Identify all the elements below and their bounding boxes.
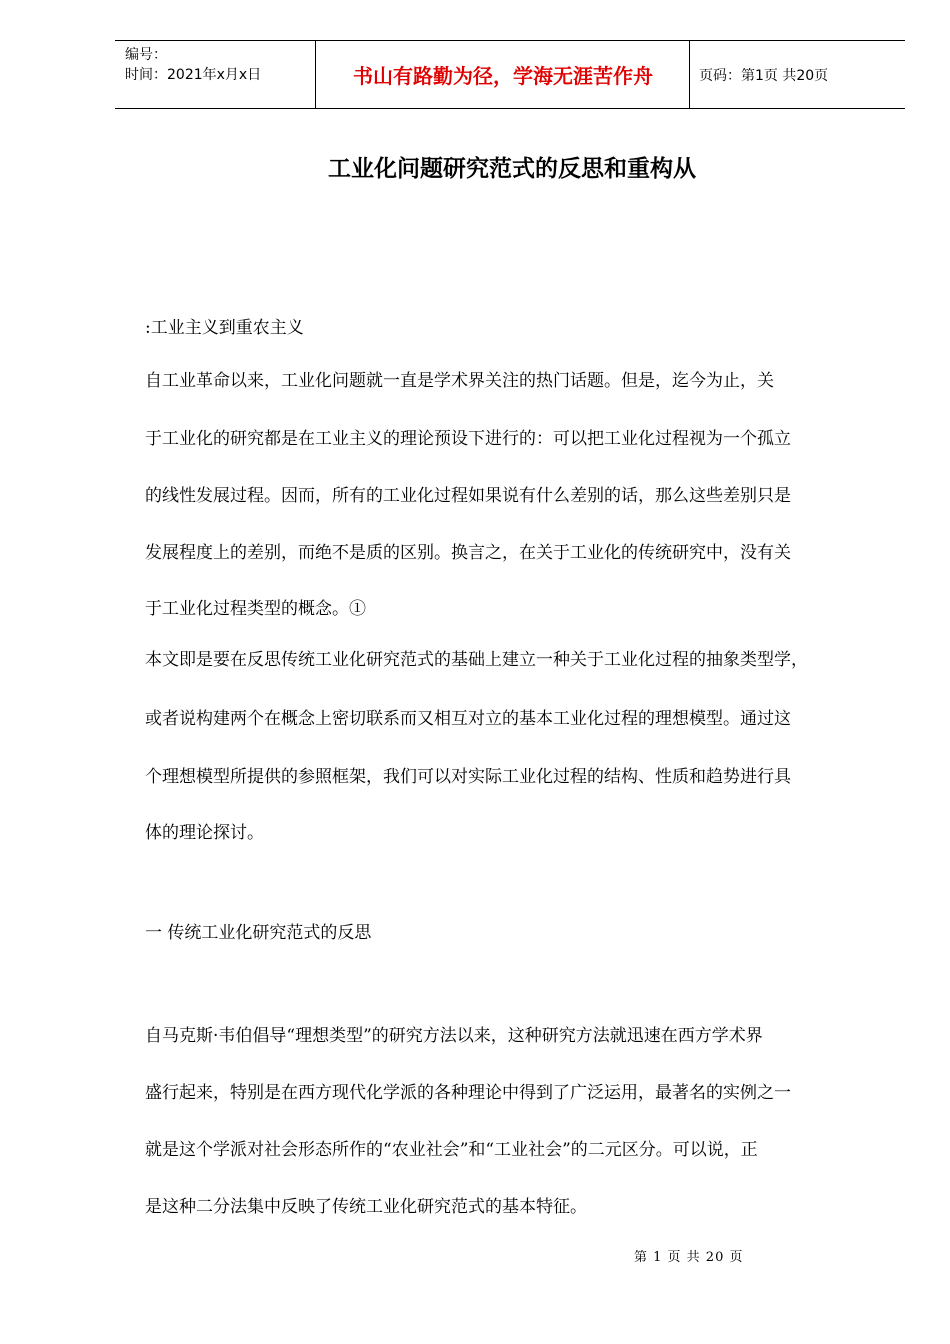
- paragraph-line: 于工业化的研究都是在工业主义的理论预设下进行的：可以把工业化过程视为一个孤立: [145, 429, 791, 449]
- paragraph-line: 自马克斯·韦伯倡导“理想类型”的研究方法以来，这种研究方法就迅速在西方学术界: [145, 1026, 763, 1046]
- page-footer: 第 1 页 共 20 页: [634, 1250, 744, 1265]
- header-number-label: 编号：: [125, 47, 167, 63]
- paragraph-line: 发展程度上的差别，而绝不是质的区别。换言之，在关于工业化的传统研究中，没有关: [145, 543, 791, 563]
- paragraph-line: 于工业化过程类型的概念。①: [145, 599, 366, 619]
- paragraph-line: 盛行起来，特别是在西方现代化学派的各种理论中得到了广泛运用，最著名的实例之一: [145, 1083, 791, 1103]
- header-page-info: 页码：第1页 共20页: [699, 67, 829, 84]
- paragraph-line: 本文即是要在反思传统工业化研究范式的基础上建立一种关于工业化过程的抽象类型学，: [145, 650, 808, 670]
- paragraph-line: 的线性发展过程。因而，所有的工业化过程如果说有什么差别的话，那么这些差别只是: [145, 486, 791, 506]
- paragraph-line: 是这种二分法集中反映了传统工业化研究范式的基本特征。: [145, 1197, 587, 1217]
- document-subtitle: :工业主义到重农主义: [145, 318, 304, 338]
- paragraph-line: 或者说构建两个在概念上密切联系而又相互对立的基本工业化过程的理想模型。通过这: [145, 709, 791, 729]
- paragraph-line: 就是这个学派对社会形态所作的“农业社会”和“工业社会”的二元区分。可以说，正: [145, 1140, 758, 1160]
- paragraph-line: 个理想模型所提供的参照框架，我们可以对实际工业化过程的结构、性质和趋势进行具: [145, 767, 791, 787]
- paragraph-line: 自工业革命以来，工业化问题就一直是学术界关注的热门话题。但是，迄今为止，关: [145, 371, 774, 391]
- header-time-label: 时间：2021年x月x日: [125, 67, 262, 83]
- page-header: [115, 40, 905, 109]
- header-meta: [125, 45, 315, 85]
- header-divider: [689, 41, 690, 108]
- header-motto: 书山有路勤为径，学海无涯苦作舟: [353, 64, 653, 88]
- paragraph-line: 体的理论探讨。: [145, 823, 264, 843]
- document-title: 工业化问题研究范式的反思和重构从: [328, 156, 696, 182]
- section-heading: 一 传统工业化研究范式的反思: [145, 923, 372, 943]
